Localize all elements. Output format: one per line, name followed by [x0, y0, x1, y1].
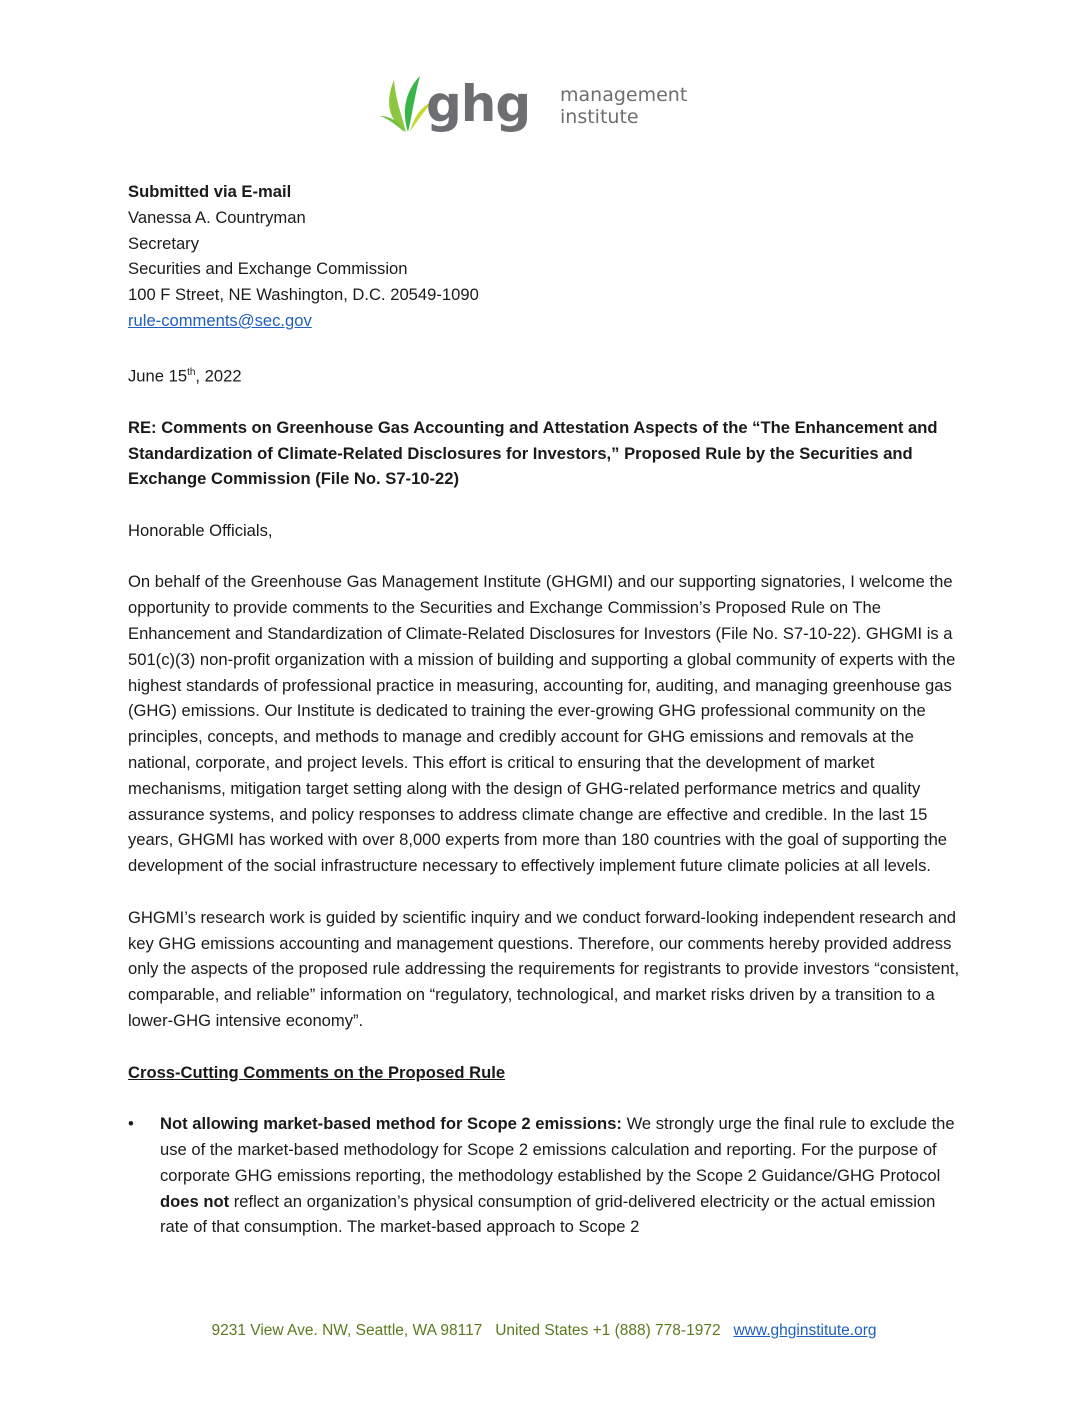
bullet-item [128, 1111, 964, 1240]
letter-date [128, 360, 964, 389]
footer-address: 9231 View Ave. NW, Seattle, WA 98117 United States +1 (888) 778-1972 [211, 1322, 721, 1339]
date-year: , 2022 [195, 366, 242, 386]
date-prefix: June 15 [128, 366, 188, 386]
logo-wordmark: ghg [426, 75, 531, 133]
recipient-address: 100 F Street, NE Washington, D.C. 20549-1090 [128, 285, 479, 305]
re-line: RE: Comments on Greenhouse Gas Accounting and Attestation Aspects of the “The Enhancement and Standardization of Climate-Related Disclosures for Investors,” Proposed Rule by the Securities and Exchange Commission (File No. S7-10-22) [128, 417, 938, 489]
date-suffix-sup: th [187, 366, 196, 378]
bullet-lead: Not allowing market-based method for Scope 2 emissions: [160, 1114, 622, 1134]
ghgmi-logo [380, 72, 710, 142]
leaf-icon [380, 72, 432, 134]
bullet-text-b: reflect an organization’s physical consumption of grid-delivered electricity or the actual emission rate of that consumption. The market-based approach to Scope 2 [160, 1191, 936, 1237]
logo-line-1: management [560, 84, 688, 106]
footer [0, 1322, 1088, 1340]
logo-subtitle [560, 84, 687, 128]
salutation: Honorable Officials, [128, 520, 273, 540]
section-heading [128, 1060, 964, 1086]
section-heading-text: Cross-Cutting Comments on the Proposed Rule [128, 1062, 506, 1082]
bullet-emphasis: does not [160, 1191, 230, 1211]
letter-body [128, 179, 964, 1240]
recipient-name: Vanessa A. Countryman [128, 207, 306, 227]
address-block [128, 179, 964, 334]
footer-website-link[interactable]: www.ghginstitute.org [733, 1322, 877, 1339]
paragraph-2: GHGMI’s research work is guided by scientific inquiry and we conduct forward-looking independent research and key GHG emissions accounting and management questions. Therefore, our comments hereby provided address only the aspects of the proposed rule addressing the requirements for registrants to provide investors “consistent, comparable, and reliable” information on “regulatory, technological, and market risks driven by a transition to a lower-GHG intensive economy”. [128, 907, 960, 1031]
submitted-line: Submitted via E-mail [128, 182, 292, 201]
recipient-org: Securities and Exchange Commission [128, 259, 408, 279]
email-link[interactable]: rule-comments@sec.gov [128, 310, 312, 330]
paragraph-1: On behalf of the Greenhouse Gas Management Institute (GHGMI) and our supporting signatories, I welcome the opportunity to provide comments to the Securities and Exchange Commission’s Proposed Rule on The Enhancement and Standardization of Climate-Related Disclosures for Investors (File No. S7-10-22). GHGMI is a 501(c)(3) non-profit organization with a mission of building and supporting a global community of experts with the highest standards of professional practice in measuring, accounting for, auditing, and managing greenhouse gas (GHG) emissions. Our Institute is dedicated to training the ever-growing GHG professional community on the principles, concepts, and methods to manage and credibly account for GHG emissions and removals at the national, corporate, and project levels. This effort is critical to ensuring that the development of market mechanisms, mitigation target setting along with the design of GHG-related performance metrics and quality assurance systems, and policy responses to address climate change are effective and credible. In the last 15 years, GHGMI has worked with over 8,000 experts from more than 180 countries with the goal of supporting the development of the social infrastructure necessary to effectively implement future climate policies at all levels. [128, 572, 956, 876]
recipient-title: Secretary [128, 233, 200, 253]
bullet-text-a: We strongly urge the final rule to exclude the use of the market-based methodology for Scope 2 emissions calculation and reporting. For the purpose of corporate GHG emissions reporting, the methodology established by the Scope 2 Guidance/GHG Protocol [160, 1114, 955, 1185]
logo-line-2: institute [560, 106, 639, 128]
bullet-marker: • [128, 1114, 134, 1134]
